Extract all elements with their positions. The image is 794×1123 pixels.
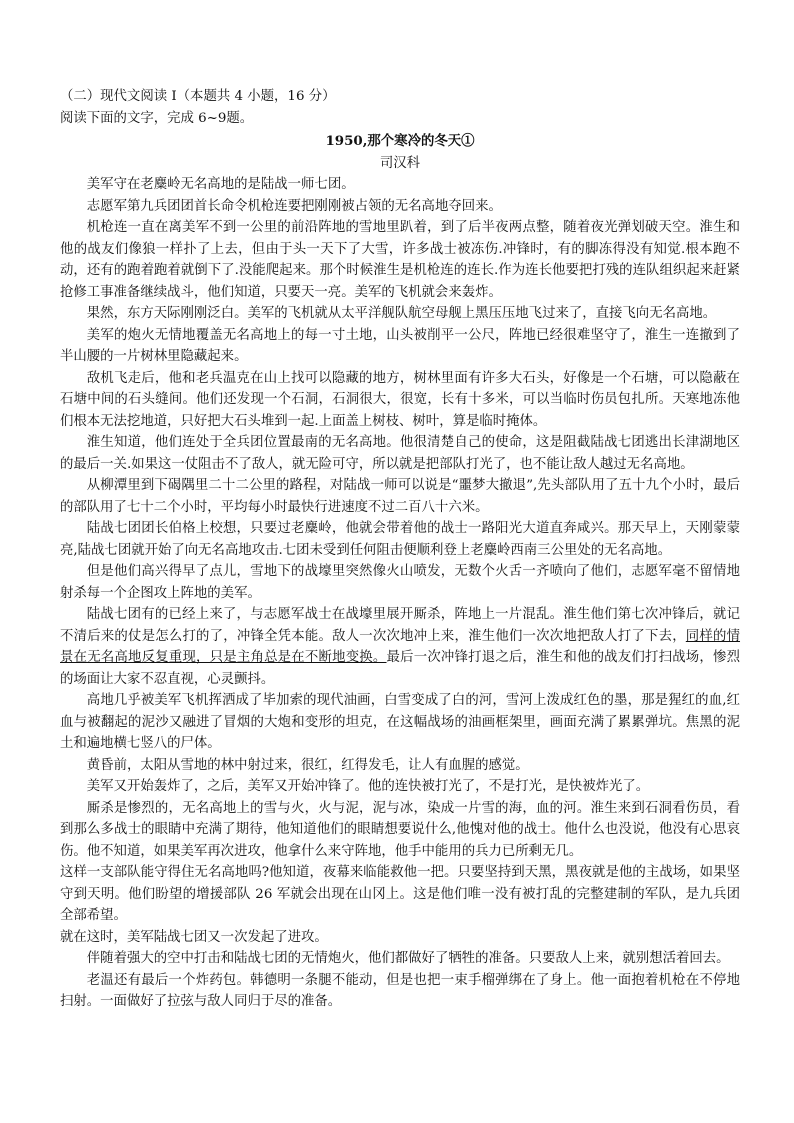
section-header: （二）现代文阅读 I（本题共 4 小题，16 分）: [60, 89, 336, 104]
paragraph-noindent: 这样一支部队能守得住无名高地吗?他知道，夜幕来临能救他一把。只要坚持到天黑，黑夜就是他的主战场，如果坚守到天明。他们盼望的增援部队 26 军就会出现在山冈上。这是他们唯一没有被打乱的完整建制的军队，是九兵团全部希望。: [60, 865, 740, 923]
paragraph-noindent: 就在这时，美军陆战七团又一次发起了进攻。: [60, 929, 328, 945]
paragraph: 从柳潭里到下碣隅里二十二公里的路程，对陆战一师可以说是“噩梦大撤退”,先头部队用了五十九个小时，最后的部队用了七十二个小时，平均每小时最快行进速度不过二百八十六米。: [60, 478, 740, 515]
battle-text-b: 最后一次冲锋打退之后，淮生和他的战友们打扫战场，惨烈的场面让大家不忍直视，心灵颤抖。: [60, 650, 741, 687]
paragraph-battle: [60, 604, 740, 690]
paragraph: 伴随着强大的空中打击和陆战七团的无情炮火，他们都做好了牺牲的准备。只要敌人上来，就别想活着回去。: [86, 951, 730, 966]
paragraph: 陆战七团团长伯格上校想，只要过老麋岭，他就会带着他的战士一路阳光大道直奔咸兴。那天早上，天刚蒙蒙亮,陆战七团就开始了向无名高地攻击.七团未受到任何阻击便顺利登上老麋岭西南三公里处的无名高地。: [60, 521, 740, 558]
paragraph: 高地几乎被美军飞机挥洒成了毕加索的现代油画，白雪变成了白的河，雪河上泼成红色的墨，那是猩红的血,红血与被翻起的泥沙又融进了冒烟的大炮和变形的坦克，在这幅战场的油画框架里，画面充满了累累弹坑。焦黑的泥土和遍地横七竖八的尸体。: [60, 693, 740, 751]
document-page: [60, 86, 740, 1013]
paragraph: 美军守在老麋岭无名高地的是陆战一师七团。: [86, 177, 355, 192]
paragraph: 敌机飞走后，他和老兵温克在山上找可以隐藏的地方，树林里面有许多大石头，好像是一个石塘，可以隐蔽在石塘中间的石头缝间。他们还发现一个石洞，石洞很大，很宽，长有十多米，可以当临时伤员包扎所。天寒地冻他们根本无法挖地道，只好把大石头堆到一起.上面盖上树枝、树叶，算是临时掩体。: [60, 370, 740, 429]
paragraph: 但是他们高兴得早了点儿，雪地下的战壕里突然像火山喷发，无数个火舌一齐喷向了他们，志愿军毫不留情地射杀每一个企图攻上阵地的美军。: [60, 564, 740, 601]
paragraph: 美军的炮火无情地覆盖无名高地上的每一寸土地，山头被削平一公尺，阵地已经很难坚守了，淮生一连撤到了半山腰的一片树林里隐藏起来。: [60, 327, 740, 364]
paragraph: 果然，东方天际刚刚泛白。美军的飞机就从太平洋舰队航空母舰上黑压压地飞过来了，直接飞向无名高地。: [86, 306, 717, 321]
article-title: 1950,那个寒冷的冬天①: [325, 133, 475, 149]
article-author: 司汉科: [379, 155, 421, 171]
paragraph: 机枪连一直在离美军不到一公里的前沿阵地的雪地里趴着，到了后半夜两点整，随着夜光弹划破天空。淮生和他的战友们像狼一样扑了上去，但由于头一天下了大雪，许多战士被冻伤.冲锋时，有的脚冻得没有知觉.根本跑不动，还有的跑着跑着就倒下了.没能爬起来。那个时候淮生是机枪连的连长.作为连长他要把打残的连队组织起来赶紧抢修工事准备继续战斗，他们知道，只要天一亮。美军的飞机就会来轰炸。: [60, 220, 740, 300]
paragraph: 美军又开始轰炸了，之后，美军又开始冲锋了。他的连快被打光了，不是打光，是快被炸光了。: [86, 779, 650, 794]
instruction-text: 阅读下面的文字，完成 6~9题。: [60, 110, 254, 126]
paragraph: 志愿军第九兵团团首长命令机枪连要把刚刚被占领的无名高地夺回来。: [86, 198, 502, 214]
battle-text-a: 陆战七团有的已经上来了，与志愿军战士在战壕里展开厮杀，阵地上一片混乱。淮生他们第七次冲锋后，就记不清后来的仗是怎么打的了，冲锋全凭本能。敌人一次次地冲上来，淮生他们一次次地把敌人打了下去，: [60, 607, 740, 644]
paragraph: 厮杀是惨烈的，无名高地上的雪与火，火与泥，泥与冰，染成一片雪的海，血的河。淮生来到石洞看伤员，看到那么多战士的眼睛中充满了期待，他知道他们的眼睛想要说什么,他愧对他的战士。他什么也没说，他没有心思哀伤。他不知道，如果美军再次进攻，他拿什么来守阵地，他手中能用的兵力已所剩无几。: [60, 800, 740, 859]
paragraph: 老温还有最后一个炸药包。韩德明一条腿不能动，但是也把一束手榴弹绑在了身上。他一面抱着机枪在不停地扫射。一面做好了拉弦与敌人同归于尽的准备。: [60, 972, 740, 1009]
paragraph: 黄昏前，太阳从雪地的林中射过来，很红，红得发毛，让人有血腥的感觉。: [86, 757, 529, 773]
underlined-sentence: 同样的情景在无名高地反复重现，只是主角总是在不断地变换。: [60, 628, 741, 665]
paragraph: 淮生知道，他们连处于全兵团位置最南的无名高地。他很清楚自己的使命，这是阻截陆战七团逃出长津湖地区的最后一关.如果这一仗阻击不了敌人，就无险可守，所以就是把部队打光了，也不能让敌人越过无名高地。: [60, 435, 740, 472]
